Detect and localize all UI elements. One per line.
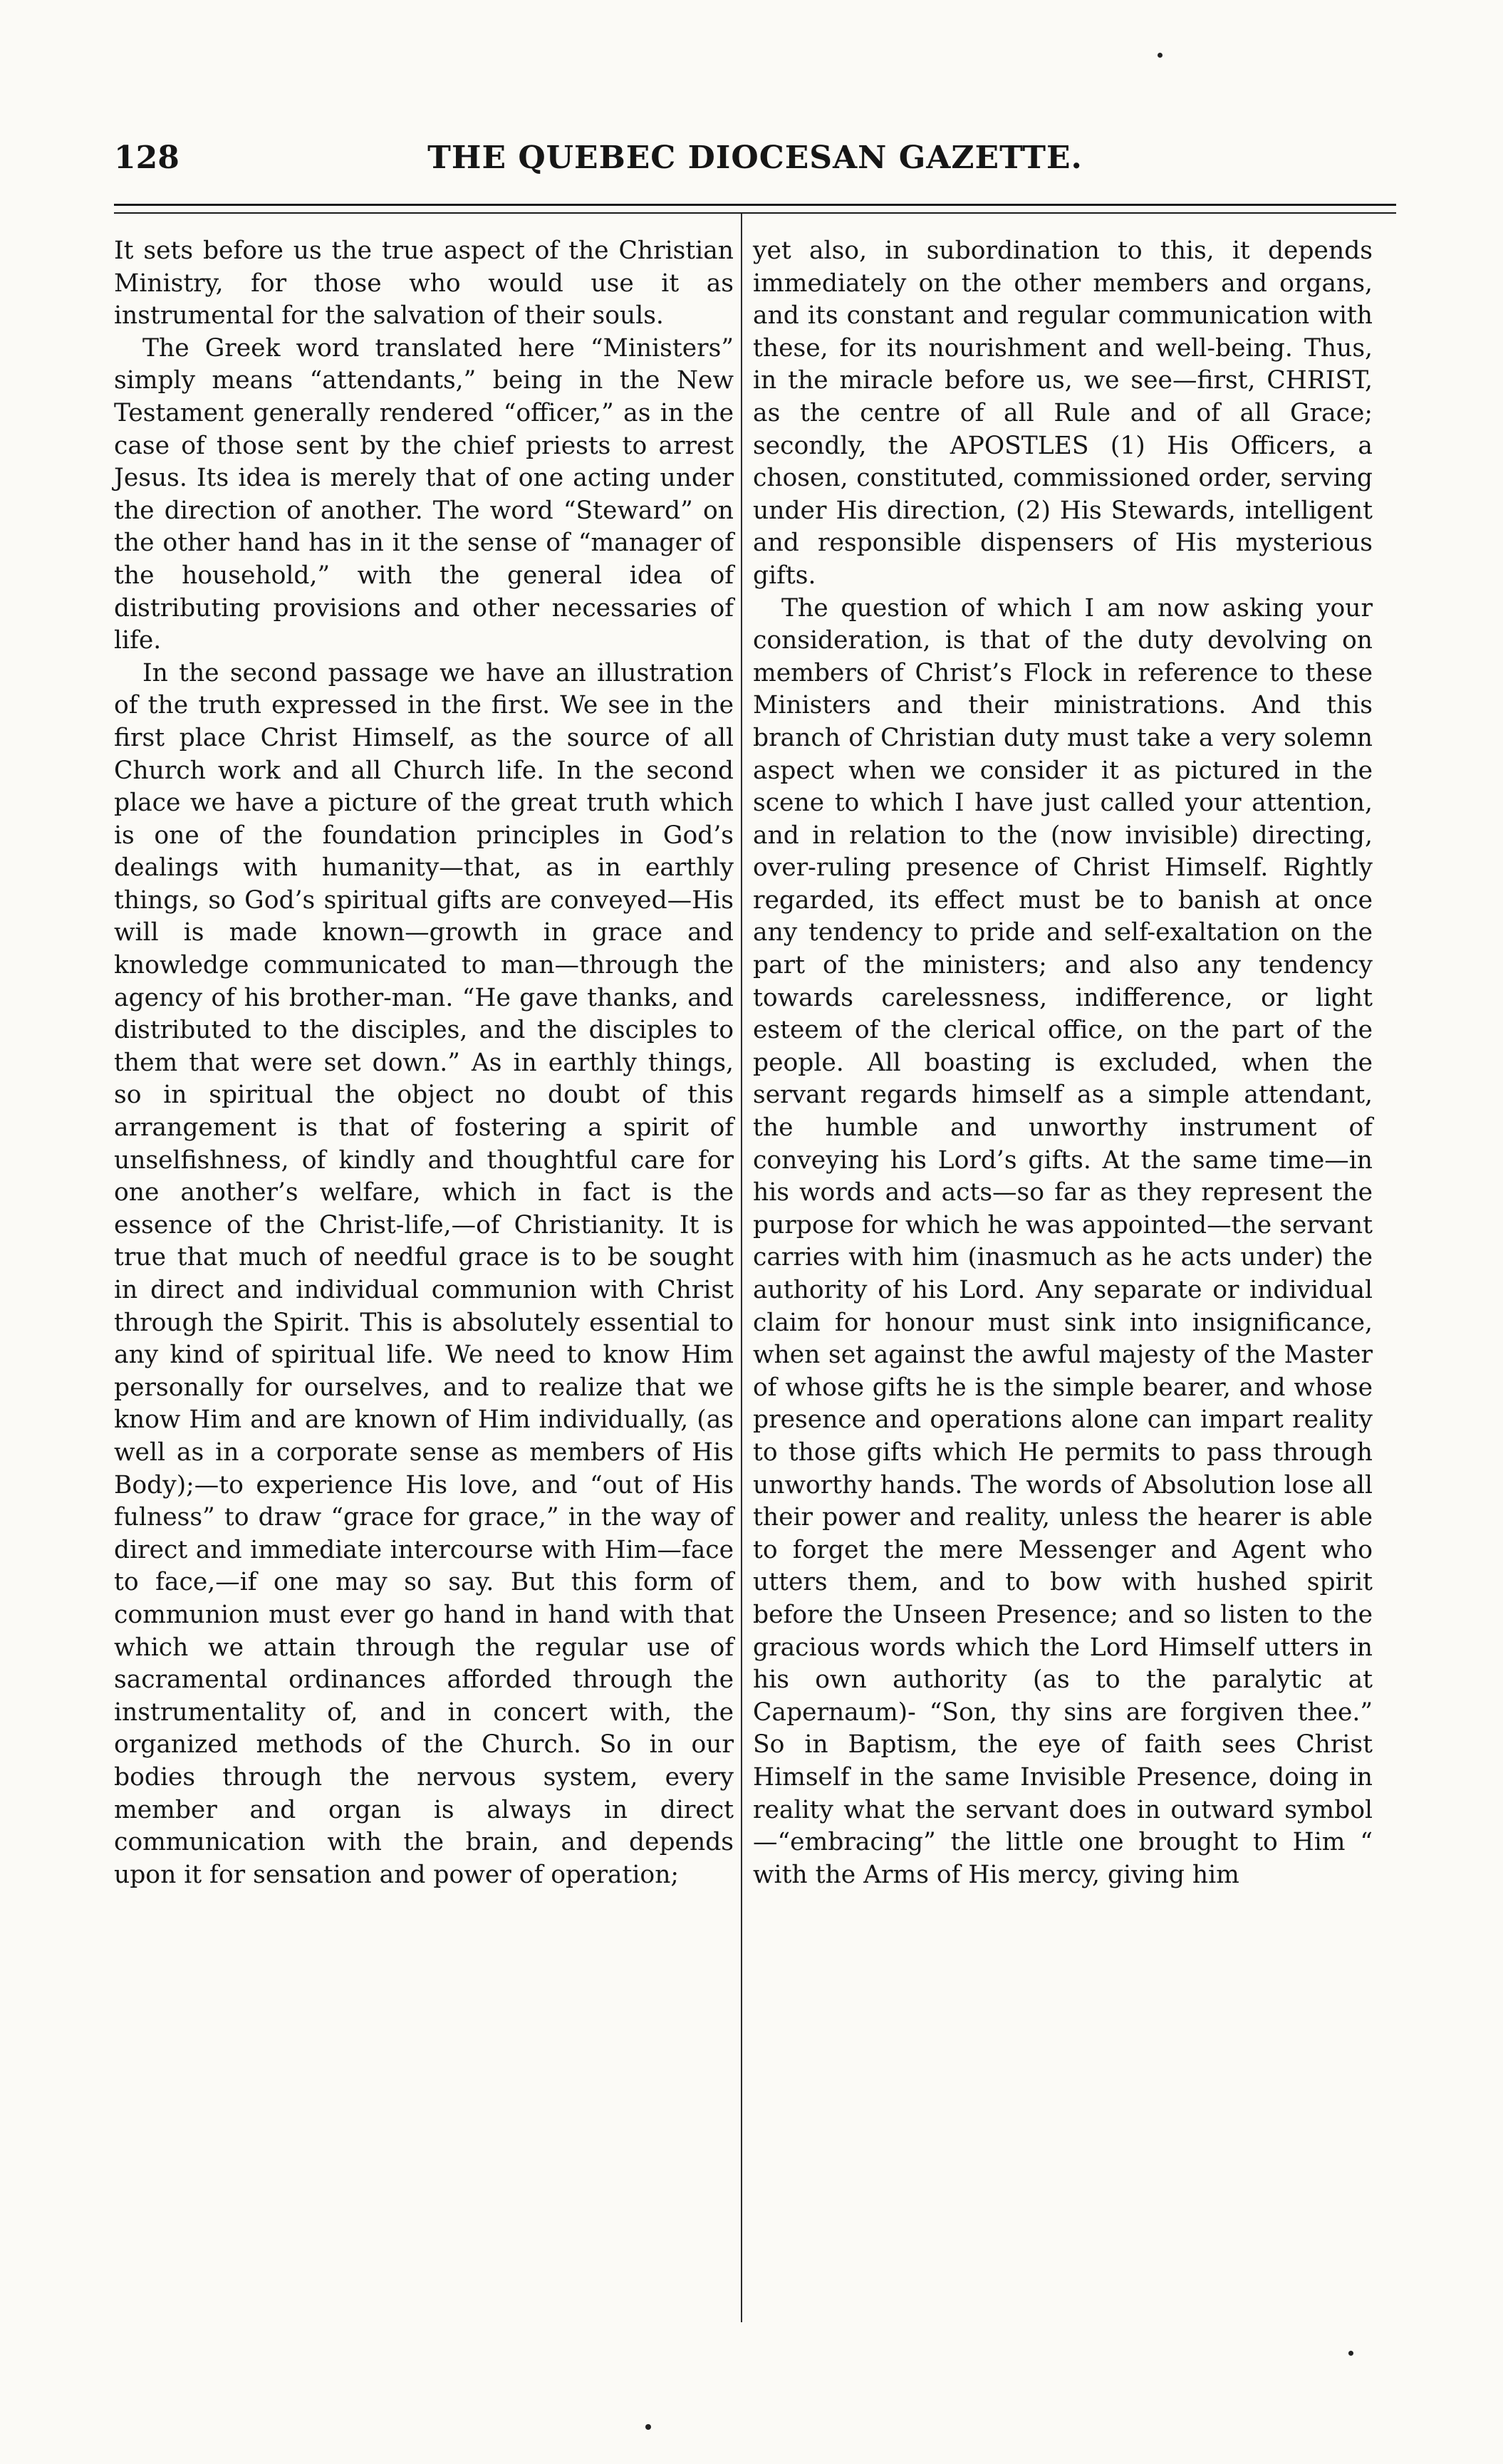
speck-mark	[1158, 53, 1163, 58]
paragraph: The Greek word translated here “Ministers” simply means “attendants,” being in the New Testament generally rendered “officer,” as in the case of those sent by the chief priests to arrest Jesus. Its idea is merely that of one acting under the direction of another. The word “Steward” on the other hand has in it the sense of “manager of the household,” with the general idea of distributing provisions and other necessaries of life.	[114, 333, 734, 655]
paragraph: In the second passage we have an illustration of the truth expressed in the first. We see in the first place Christ Himself, as the source of all Church work and all Church life. In the second place we have a picture of the great truth which is one of the foundation principles in God’s dealings with humanity—that, as in earthly things, so God’s spiritual gifts are conveyed—His will is made known—growth in grace and knowledge communicated to man—through the agency of his brother-man. “He gave thanks, and distributed to the disciples, and the disciples to them that were set down.” As in earthly things, so in spiritual the object no doubt of this arrangement is that of fostering a spirit of unselfishness, of kindly and thoughtful care for one another’s welfare, which in fact is the essence of the Christ-life,—of Christianity. It is true that much of needful grace is to be sought in direct and individual communion with Christ through the Spirit. This is absolutely essential to any kind of spiritual life. We need to know Him personally for ourselves, and to realize that we know Him and are known of Him individually, (as well as in a corporate sense as members of His Body);—to experience His love, and “out of His fulness” to draw “grace for grace,” in the way of direct and immediate intercourse with Him—face to face,—if one may so say. But this form of communion must ever go hand in hand with that which we attain through the regular use of sacramental ordinances afforded through the instrumentality of, and in concert with, the organized methods of the Church. So in our bodies through the nervous system, every member and organ is always in direct communication with the brain, and depends upon it for sensation and power of operation;	[114, 658, 734, 1889]
page-header	[114, 140, 1396, 182]
speck-mark	[1348, 2351, 1353, 2356]
page-number: 128	[114, 140, 180, 176]
paragraph: yet also, in subordination to this, it depends immediately on the other members and organs, and its constant and regular communication with these, for its nourishment and well-being. Thus, in the miracle before us, we see—first, CHRIST, as the centre of all Rule and of all Grace; secondly, the APOSTLES (1) His Officers, a chosen, constituted, commissioned order, serving under His direction, (2) His Stewards, intelligent and responsible dispensers of His mysterious gifts.	[753, 236, 1373, 590]
gazette-title: THE QUEBEC DIOCESAN GAZETTE.	[427, 140, 1083, 176]
column-divider	[741, 214, 742, 2322]
header-rule-bottom	[114, 212, 1396, 214]
right-column	[753, 235, 1373, 2336]
paragraph: The question of which I am now asking your consideration, is that of the duty devolving on members of Christ’s Flock in reference to these Ministers and their ministrations. And this branch of Christian duty must take a very solemn aspect when we consider it as pictured in the scene to which I have just called your attention, and in relation to the (now invisible) directing, over-ruling presence of Christ Himself. Rightly regarded, its effect must be to banish at once any tendency to pride and self-exaltation on the part of the ministers; and also any tendency towards carelessness, indifference, or light esteem of the clerical office, on the part of the people. All boasting is excluded, when the servant regards himself as a simple attendant, the humble and unworthy instrument of conveying his Lord’s gifts. At the same time—in his words and acts—so far as they represent the purpose for which he was appointed—the servant carries with him (inasmuch as he acts under) the authority of his Lord. Any separate or individual claim for honour must sink into insignificance, when set against the awful majesty of the Master of whose gifts he is the simple bearer, and whose presence and operations alone can impart reality to those gifts which He permits to pass through unworthy hands. The words of Absolution lose all their power and reality, unless the hearer is able to forget the mere Messenger and Agent who utters them, and to bow with hushed spirit before the Unseen Presence; and so listen to the gracious words which the Lord Himself utters in his own authority (as to the paralytic at Capernaum)- “Son, thy sins are forgiven thee.” So in Baptism, the eye of faith sees Christ Himself in the same Invisible Presence, doing in reality what the servant does in outward symbol—“embracing” the little one brought to Him “ with the Arms of His mercy, giving him	[753, 593, 1373, 1889]
speck-mark	[645, 2424, 651, 2430]
paragraph: It sets before us the true aspect of the Christian Ministry, for those who would use it as instrumental for the salvation of their souls.	[114, 236, 734, 331]
left-column	[114, 235, 734, 2336]
header-rule-top	[114, 204, 1396, 206]
